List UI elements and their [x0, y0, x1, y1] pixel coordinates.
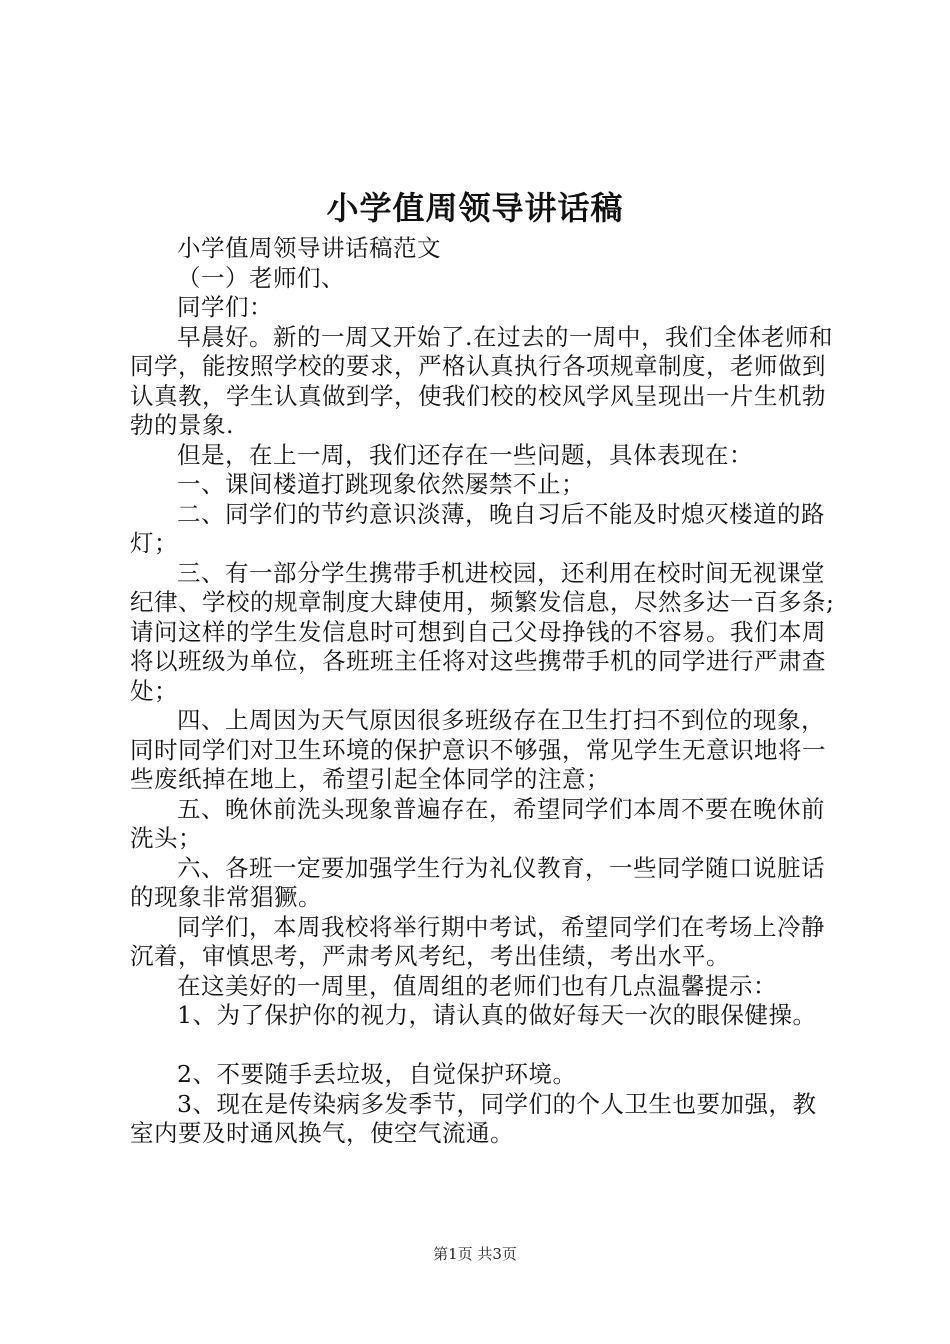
document-body: [130, 234, 840, 1149]
body-paragraph: 同学们，本周我校将举行期中考试，希望同学们在考场上冷静沉着，审慎思考，严肃考风考纪，考出佳绩，考出水平。: [130, 912, 825, 970]
page-number-footer: 第1页 共3页: [433, 1245, 517, 1263]
page-title: 小学值周领导讲话稿: [326, 189, 624, 227]
problem-item: 三、有一部分学生携带手机进校园，还利用在校时间无视课堂纪律、学校的规章制度大肆使用，频繁发信息，尽然多达一百多条;请问这样的学生发信息时可想到自己父母挣钱的不容易。我们本周将以班级为单位，各班班主任将对这些携带手机的同学进行严肃查处；: [130, 558, 835, 705]
problem-item: 六、各班一定要加强学生行为礼仪教育，一些同学随口说脏话的现象非常猖獗。: [130, 853, 825, 911]
body-paragraph: 但是，在上一周，我们还存在一些问题，具体表现在：: [177, 440, 753, 469]
problem-item: 五、晚休前洗头现象普遍存在，希望同学们本周不要在晚休前洗头；: [130, 794, 825, 852]
body-paragraph: 在这美好的一周里，值周组的老师们也有几点温馨提示：: [177, 971, 777, 1000]
problem-item: 四、上周因为天气原因很多班级存在卫生打扫不到位的现象，同时同学们对卫生环境的保护意识不够强，常见学生无意识地将一些废纸掉在地上，希望引起全体同学的注意；: [130, 706, 826, 793]
salutation-teachers: （一）老师们、: [177, 263, 345, 292]
reminder-item: 1、为了保护你的视力，请认真的做好每天一次的眼保健操。: [177, 1001, 817, 1029]
problem-item: 一、课间楼道打跳现象依然屡禁不止；: [177, 470, 585, 498]
reminder-item: 3、现在是传染病多发季节，同学们的个人卫生也要加强，教室内要及时通风换气，使空气流通。: [130, 1089, 817, 1147]
reminder-item: 2、不要随手丢垃圾，自觉保护环境。: [177, 1060, 577, 1088]
body-paragraph: 早晨好。新的一周又开始了.在过去的一周中，我们全体老师和同学，能按照学校的要求，严格认真执行各项规章制度，老师做到认真教，学生认真做到学，使我们校的校风学风呈现出一片生机勃勃的景象.: [130, 322, 833, 439]
problem-item: 二、同学们的节约意识淡薄，晚自习后不能及时熄灭楼道的路灯；: [130, 499, 825, 557]
subtitle-paragraph: 小学值周领导讲话稿范文: [177, 234, 441, 262]
salutation-students: 同学们：: [177, 293, 273, 321]
